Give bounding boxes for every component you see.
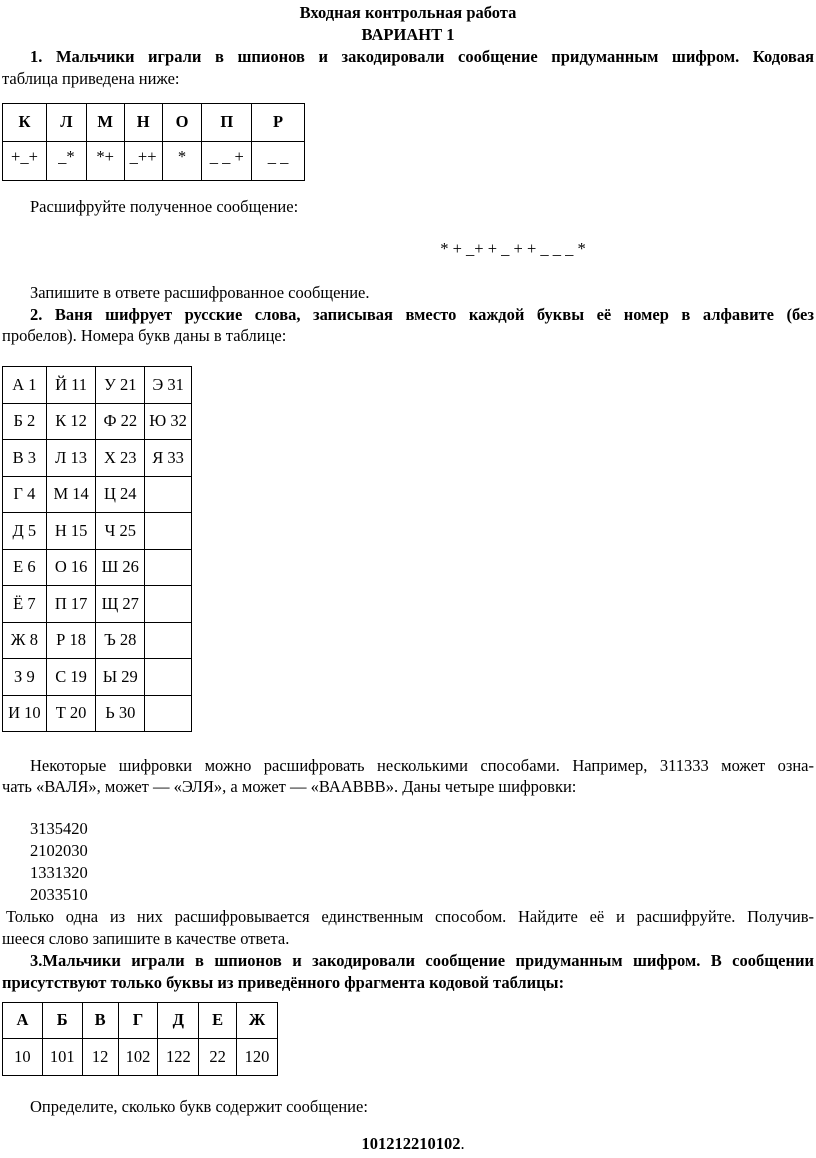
task1-statement-rest: таблица приведена ниже: (2, 69, 180, 88)
ciphertext-item: 2102030 (30, 841, 88, 860)
alphabet-cell: И 10 (3, 695, 47, 732)
alphabet-cell: Н 15 (46, 513, 96, 550)
alphabet-cell (145, 586, 192, 623)
task3-letter-cell: Ж (237, 1003, 278, 1039)
task1-letter-cell: Н (124, 104, 162, 142)
task3-codes-row (3, 1039, 278, 1076)
alphabet-cell (145, 549, 192, 586)
task1-letter-cell: П (202, 104, 252, 142)
alphabet-cell (145, 476, 192, 513)
ciphertext-item: 2033510 (30, 885, 88, 904)
alphabet-cell: Ш 26 (96, 549, 145, 586)
task2-final-line2: шееся слово запишите в качестве ответа. (2, 929, 290, 948)
task2-statement (30, 304, 814, 327)
task2-number: 2. (30, 305, 43, 324)
alphabet-row (3, 513, 192, 550)
alphabet-cell: Ь 30 (96, 695, 145, 732)
task1-statement (30, 46, 814, 69)
alphabet-row (3, 695, 192, 732)
alphabet-cell: Ф 22 (96, 403, 145, 440)
task1-code-cell: _ _ (252, 142, 305, 181)
task3-message-suffix: . (460, 1134, 465, 1153)
alphabet-cell: Ы 29 (96, 659, 145, 696)
alphabet-table (2, 366, 192, 732)
alphabet-cell (145, 659, 192, 696)
alphabet-row (3, 476, 192, 513)
alphabet-cell: С 19 (46, 659, 96, 696)
alphabet-cell: Л 13 (46, 440, 96, 477)
task1-code-cell: *+ (86, 142, 124, 181)
task1-message: * + _+ + _ + + _ _ _ * (440, 239, 586, 258)
alphabet-cell: П 17 (46, 586, 96, 623)
task2-paragraph-line1: Некоторые шифровки можно расшифровать несколькими способами. Например, 311333 может озна- (30, 756, 814, 775)
task3-letter-cell: Г (118, 1003, 158, 1039)
alphabet-cell (145, 622, 192, 659)
alphabet-cell: Е 6 (3, 549, 47, 586)
task2-statement-rest: пробелов). Номера букв даны в таблице: (2, 326, 287, 345)
alphabet-row (3, 403, 192, 440)
task1-statement-bold: Мальчики играли в шпионов и закодировали сообщение придуманным шифром. Кодовая (55, 47, 814, 66)
alphabet-row (3, 367, 192, 404)
task1-number: 1. (30, 47, 43, 66)
ciphertext-item: 3135420 (30, 819, 88, 838)
task1-code-cell: _++ (124, 142, 162, 181)
task1-letter-cell: Л (46, 104, 86, 142)
task1-letter-cell: Р (252, 104, 305, 142)
task1-letter-cell: О (162, 104, 202, 142)
alphabet-cell: Б 2 (3, 403, 47, 440)
task1-letter-cell: К (3, 104, 47, 142)
task1-letters-row (3, 104, 305, 142)
task3-code-cell: 120 (237, 1039, 278, 1076)
alphabet-cell (145, 695, 192, 732)
task3-code-cell: 101 (42, 1039, 82, 1076)
alphabet-cell: К 12 (46, 403, 96, 440)
task3-message-line (0, 1133, 816, 1156)
task1-instruction: Расшифруйте полученное сообщение: (30, 197, 299, 216)
task1-codes-row (3, 142, 305, 181)
task3-letter-cell: А (3, 1003, 43, 1039)
alphabet-cell: З 9 (3, 659, 47, 696)
alphabet-cell: Я 33 (145, 440, 192, 477)
task1-answer-note: Запишите в ответе расшифрованное сообщение. (30, 283, 370, 302)
alphabet-cell: Э 31 (145, 367, 192, 404)
alphabet-cell: А 1 (3, 367, 47, 404)
alphabet-cell: Ц 24 (96, 476, 145, 513)
alphabet-row (3, 622, 192, 659)
alphabet-cell: Ъ 28 (96, 622, 145, 659)
alphabet-cell: Г 4 (3, 476, 47, 513)
task3-statement-line2: присутствуют только буквы из приведённого фрагмента кодовой таблицы: (2, 973, 565, 992)
alphabet-cell: Д 5 (3, 513, 47, 550)
alphabet-cell: У 21 (96, 367, 145, 404)
task3-code-cell: 10 (3, 1039, 43, 1076)
task3-letter-cell: Д (158, 1003, 199, 1039)
task2-paragraph-line2: чать «ВАЛЯ», может — «ЭЛЯ», а может — «ВААВВВ». Даны четыре шифровки: (2, 777, 577, 796)
alphabet-cell: Ё 7 (3, 586, 47, 623)
alphabet-cell: Х 23 (96, 440, 145, 477)
document-title: Входная контрольная работа (299, 3, 517, 22)
alphabet-cell: Ч 25 (96, 513, 145, 550)
alphabet-cell: Й 11 (46, 367, 96, 404)
task3-code-cell: 122 (158, 1039, 199, 1076)
task2-final-line1: Только одна из них расшифровывается единственным способом. Найдите её и расшифруйте. Получив- (6, 907, 814, 926)
alphabet-cell (145, 513, 192, 550)
task3-question: Определите, сколько букв содержит сообщение: (30, 1097, 368, 1116)
alphabet-cell: Р 18 (46, 622, 96, 659)
task3-code-table (2, 1002, 278, 1076)
task3-code-cell: 22 (199, 1039, 237, 1076)
task1-code-cell: _* (46, 142, 86, 181)
alphabet-row (3, 549, 192, 586)
alphabet-cell: В 3 (3, 440, 47, 477)
task1-code-cell: * (162, 142, 202, 181)
task3-letter-cell: В (82, 1003, 118, 1039)
alphabet-cell: О 16 (46, 549, 96, 586)
alphabet-cell: М 14 (46, 476, 96, 513)
alphabet-row (3, 659, 192, 696)
alphabet-cell: Ю 32 (145, 403, 192, 440)
task1-code-table (2, 103, 305, 181)
ciphertext-item: 1331320 (30, 863, 88, 882)
task3-statement-line1: 3.Мальчики играли в шпионов и закодировали сообщение придуманным шифром. В сообщении (30, 951, 814, 970)
alphabet-cell: Т 20 (46, 695, 96, 732)
task1-code-cell: _ _ + (202, 142, 252, 181)
task3-letter-cell: Е (199, 1003, 237, 1039)
alphabet-row (3, 586, 192, 623)
task3-code-cell: 102 (118, 1039, 158, 1076)
task3-code-cell: 12 (82, 1039, 118, 1076)
alphabet-cell: Щ 27 (96, 586, 145, 623)
task1-code-cell: +_+ (3, 142, 47, 181)
task2-statement-bold: Ваня шифрует русские слова, записывая вместо каждой буквы её номер в алфавите (без (54, 305, 814, 324)
task3-message: 101212210102 (361, 1134, 461, 1153)
alphabet-row (3, 440, 192, 477)
task3-letters-row (3, 1003, 278, 1039)
task3-letter-cell: Б (42, 1003, 82, 1039)
variant-label: ВАРИАНТ 1 (361, 25, 455, 44)
alphabet-cell: Ж 8 (3, 622, 47, 659)
task1-letter-cell: М (86, 104, 124, 142)
